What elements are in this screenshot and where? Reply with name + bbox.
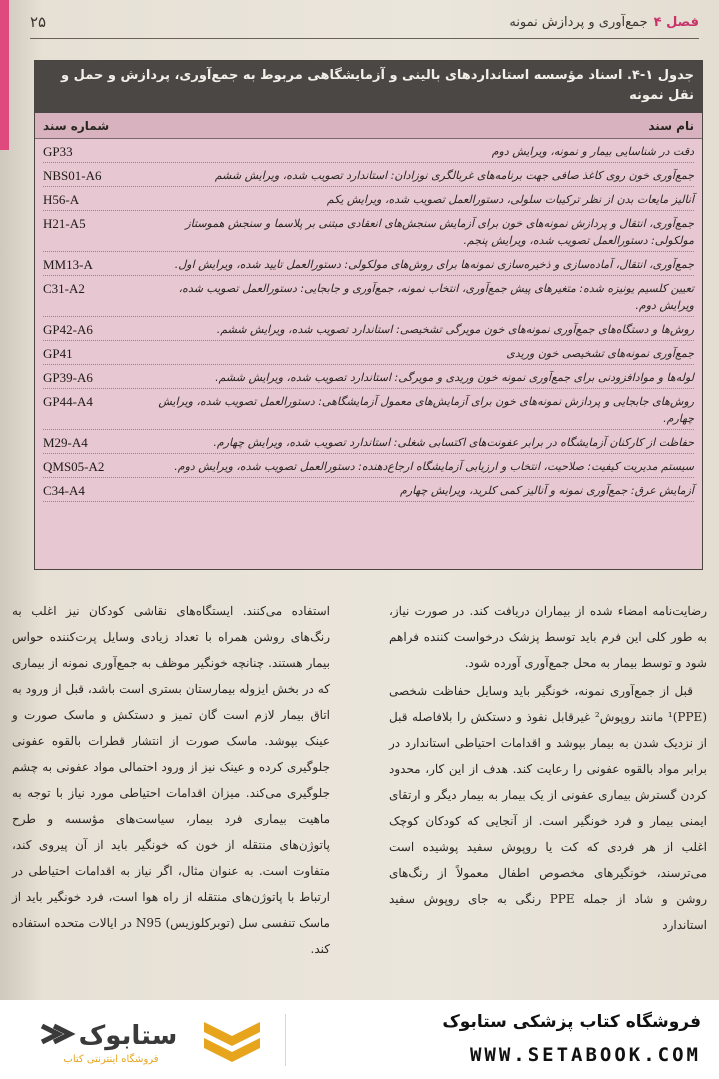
document-name: جمع‌آوری، انتقال، آماده‌سازی و ذخیره‌سازی نمونه‌ها برای روش‌های مولکولی: دستورالعمل تایید شده، ویرایش اول. <box>174 258 694 271</box>
logo-wordmark: ستابوک <box>78 1021 178 1051</box>
document-name: لوله‌ها و موادافزودنی برای جمع‌آوری نمونه خون وریدی و مویرگی: استاندارد تصویب شده، ویرایش ششم. <box>215 371 694 384</box>
store-url[interactable]: WWW.SETABOOK.COM <box>469 1044 701 1066</box>
logo-subtitle: فروشگاه اینترنتی کتاب <box>63 1054 159 1065</box>
text-column-right <box>389 598 707 940</box>
document-code: M29-A4 <box>43 435 88 450</box>
document-name: حفاظت از کارکنان آزمایشگاه در برابر عفونت‌های اکتسابی شغلی: استاندارد تصویب شده، ویرایش چهارم. <box>213 436 694 449</box>
book-chevron-icon <box>200 1018 264 1066</box>
table-row <box>43 341 694 365</box>
document-name: آزمایش عرق: جمع‌آوری نمونه و آنالیز کمی کلرید، ویرایش چهارم <box>400 484 694 497</box>
document-code: GP42-A6 <box>43 322 93 337</box>
table-row <box>43 389 694 430</box>
table-row <box>43 478 694 502</box>
store-footer-banner <box>0 1000 719 1079</box>
paragraph: استفاده می‌کنند. ایستگاه‌های نقاشی کودکان نیز اغلب به رنگ‌های روشن همراه با تعداد زیادی وسایل پرت‌کننده حواس بیمار هستند. چنانچه خونگیر موظف به جمع‌آوری نمونه از بیماری که در بخش ایزوله بیمارستان بستری است باشد، قبل از ورود به اتاق بیمار لازم است گان تمیز و دستکش و ماسک صورت و عینک بپوشد. ماسک صورت از انتشار قطرات بالقوه عفونی جلوگیری کرده و عینک نیز از ورود احتمالی مواد عفونی به چشم جلوگیری می‌کند. میزان اقدامات احتیاطی مورد نیاز با توجه به ماهیت بیماری فرد بیمار، سیاست‌های مؤسسه و طرح پاتوژن‌های منتقله از خون که خونگیر باید از آن پیروی کند، متفاوت است. به عنوان مثال، اگر نیاز به اقدامات احتیاطی در ارتباط با پاتوژن‌های منتقله از راه هوا است، فرد خونگیر باید از ماسک تنفسی سل (توبرکلوزیس) N95 در ایالات متحده استفاده کند. <box>12 604 330 956</box>
column-header-name: نام سند <box>648 119 694 133</box>
paragraph: قبل از جمع‌آوری نمونه، خونگیر باید وسایل حفاظت شخصی (PPE)¹ مانند روپوش² غیرقابل نفوذ و دستکش را بلافاصله قبل از نزدیک شدن به بیمار بپوشد و اقدامات احتیاطی استاندارد در برابر مواد بالقوه عفونی را رعایت کند. هدف از این کار، محدود کردن گسترش بیماری عفونی از یک بیمار به بیمار دیگر و ارتقای ایمنی بیمار و فرد خونگیر است. از آنجایی که کودکان کوچک اغلب از هر فردی که کت یا روپوش سفید پوشیده است می‌ترسند، خونگیرهای مخصوص اطفال معمولاً از رنگ‌های روشن و شاد از جمله PPE رنگی به جای روپوش سفید استاندارد <box>389 684 707 932</box>
document-name: آنالیز مایعات بدن از نظر ترکیبات سلولی، دستورالعمل تصویب شده، ویرایش یکم <box>326 193 694 206</box>
document-code: H56-A <box>43 192 80 207</box>
chapter-label: فصل ۴ <box>653 14 699 30</box>
page-number: ۲۵ <box>30 13 47 31</box>
document-code: GP33 <box>43 144 73 159</box>
document-name: جمع‌آوری، انتقال و پردازش نمونه‌های خون برای آزمایش سنجش‌های انعقادی مبتنی بر پلاسما و سنجش هموستاز مولکولی: دستورالعمل تصویب شده، ویرایش پنجم. <box>185 217 694 247</box>
table-row <box>43 317 694 341</box>
table-row <box>43 187 694 211</box>
text-column-left <box>12 598 330 964</box>
table-row <box>43 454 694 478</box>
document-code: C31-A2 <box>43 281 85 296</box>
store-name: فروشگاه کتاب پزشکی ستابوک <box>442 1012 701 1032</box>
document-name: روش‌های جابجایی و پردازش نمونه‌های خون برای آزمایش‌های معمول آزمایشگاهی: دستورالعمل تصویب شده، ویرایش چهارم. <box>158 395 694 425</box>
table-header-row <box>35 113 702 139</box>
document-code: QMS05-A2 <box>43 459 105 474</box>
document-code: H21-A5 <box>43 216 86 231</box>
table-row <box>43 139 694 163</box>
document-name: روش‌ها و دستگاه‌های جمع‌آوری نمونه‌های خون مویرگی تشخیصی: استاندارد تصویب شده، ویرایش ششم. <box>216 323 694 336</box>
chapter-tab-marker <box>0 0 9 150</box>
table-row <box>43 430 694 454</box>
table-caption: جدول ۱-۴. اسناد مؤسسه استانداردهای بالینی و آزمایشگاهی مربوط به جمع‌آوری، پردازش و حمل و نقل نمونه <box>35 61 702 113</box>
document-name: جمع‌آوری خون روی کاغذ صافی جهت برنامه‌های غربالگری نوزادان: استاندارد تصویب شده، ویرایش ششم <box>214 169 694 182</box>
paragraph: رضایت‌نامه امضاء شده از بیماران دریافت کند. در صورت نیاز، به طور کلی این فرم باید توسط پزشک درخواست کننده فراهم شود و توسط بیمار به محل جمع‌آوری آورده شود. <box>389 604 707 670</box>
document-name: سیستم مدیریت کیفیت: صلاحیت، انتخاب و ارزیابی آزمایشگاه ارجاع‌دهنده: دستورالعمل تصویب شده، ویرایش دوم. <box>174 460 694 473</box>
chapter-title: جمع‌آوری و پردازش نمونه <box>509 14 648 30</box>
page-header <box>30 8 699 36</box>
table-row <box>43 276 694 317</box>
footer-divider <box>285 1014 286 1066</box>
standards-table <box>34 60 703 570</box>
document-code: NBS01-A6 <box>43 168 102 183</box>
document-code: GP39-A6 <box>43 370 93 385</box>
table-row <box>43 163 694 187</box>
document-name: جمع‌آوری نمونه‌های تشخیصی خون وریدی <box>506 347 694 360</box>
table-row <box>43 252 694 276</box>
header-divider <box>30 38 699 39</box>
setabook-logo-icon <box>36 1014 186 1054</box>
document-code: MM13-A <box>43 257 93 272</box>
table-row <box>43 211 694 252</box>
document-name: دقت در شناسایی بیمار و نمونه، ویرایش دوم <box>491 145 694 158</box>
document-code: GP41 <box>43 346 73 361</box>
table-body <box>35 139 702 502</box>
document-name: تعیین کلسیم یونیزه شده: متغیرهای پیش جمع‌آوری، انتخاب نمونه، جمع‌آوری و جابجایی: دستورالعمل تصویب شده، ویرایش دوم. <box>178 282 694 312</box>
document-code: GP44-A4 <box>43 394 93 409</box>
column-header-code: شماره سند <box>43 119 110 133</box>
table-row <box>43 365 694 389</box>
document-code: C34-A4 <box>43 483 85 498</box>
